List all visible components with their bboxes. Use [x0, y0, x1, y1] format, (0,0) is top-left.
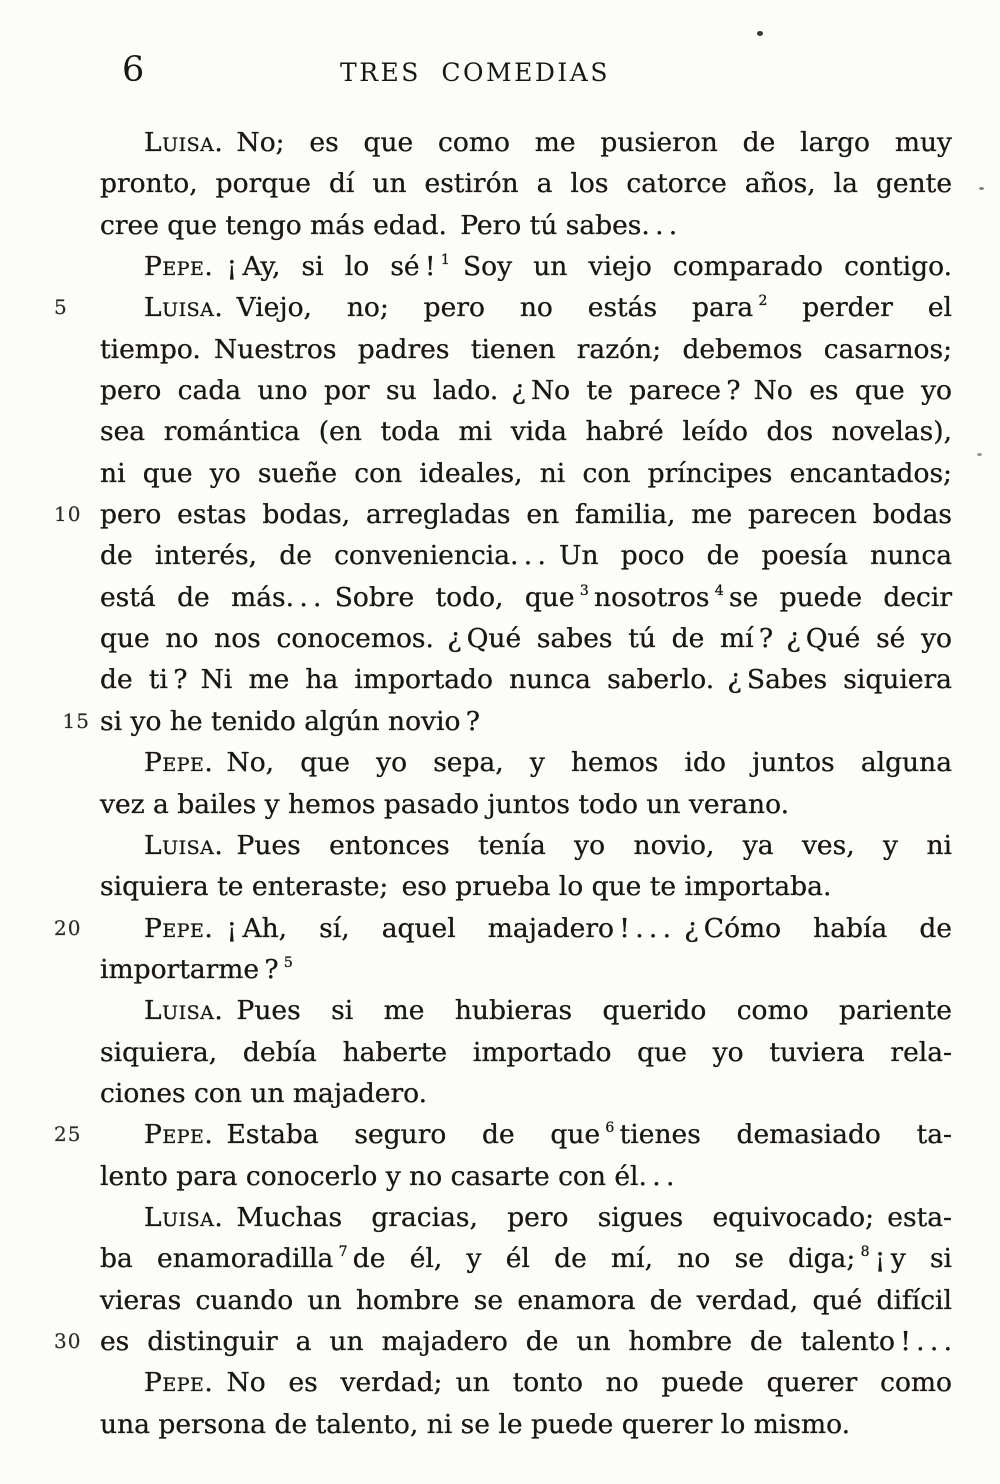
- text-run: se puede decir: [723, 581, 952, 613]
- text-line: [100, 1032, 952, 1073]
- ink-speck: [757, 31, 763, 36]
- text-line: [100, 329, 952, 370]
- text-run: una persona de talento, ni se le puede querer lo mismo.: [100, 1408, 850, 1440]
- text-run: de él, y él de mí, no se diga;: [347, 1243, 861, 1275]
- text-line: [100, 1073, 952, 1114]
- text-line: [100, 866, 952, 907]
- text-run: tienes demasiado ta-: [614, 1119, 952, 1151]
- text-line: [62, 701, 952, 742]
- text-line: [100, 122, 952, 163]
- text-run: perder el: [767, 292, 952, 324]
- text-line: [100, 411, 952, 452]
- text-run: Soy un viejo comparado contigo.: [449, 251, 952, 283]
- text-line: [54, 1321, 952, 1362]
- speaker-name: Pepe.: [144, 251, 214, 283]
- text-line: [100, 1404, 952, 1445]
- text-run: nosotros: [588, 581, 715, 613]
- speaker-name: Pepe.: [144, 747, 214, 779]
- text-line: [54, 1114, 952, 1155]
- footnote-marker: 6: [605, 1120, 615, 1137]
- speaker-name: Luisa.: [144, 292, 224, 324]
- text-run: No; es que como me pusieron de largo muy: [223, 127, 952, 158]
- page-number: 6: [122, 50, 145, 90]
- text-run: ¡ y si: [869, 1243, 953, 1275]
- text-run: ciones con un majadero.: [100, 1077, 428, 1109]
- text-run: Muchas gracias, pero sigues equivocado; esta-: [223, 1201, 952, 1233]
- text-line: [54, 494, 952, 535]
- text-line: [100, 1197, 952, 1238]
- footnote-marker: 5: [283, 954, 293, 971]
- text-run: importarme ?: [100, 953, 284, 985]
- text-line: [100, 742, 952, 783]
- speaker-name: Luisa.: [144, 127, 224, 158]
- margin-line-number: 30: [54, 1328, 82, 1353]
- text-run: lento para conocerlo y no casarte con él. . .: [100, 1160, 675, 1192]
- text-line: [100, 370, 952, 411]
- text-run: Pues entonces tenía yo novio, ya ves, y ni: [223, 829, 952, 861]
- text-run: que no nos conocemos. ¿ Qué sabes tú de mí ? ¿ Qué sé yo: [100, 623, 952, 655]
- margin-line-number: 15: [62, 708, 90, 733]
- text-run: si yo he tenido algún novio ?: [100, 705, 480, 737]
- text-line: [100, 618, 952, 659]
- text-line: [100, 535, 952, 576]
- text-line: [100, 163, 952, 204]
- text-run: es distinguir a un majadero de un hombre de talento ! . . .: [100, 1325, 952, 1357]
- text-run: siquiera te enteraste; eso prueba lo que te importaba.: [100, 871, 832, 903]
- margin-line-number: 10: [54, 502, 82, 527]
- speaker-name: Luisa.: [144, 829, 224, 861]
- text-line: [100, 659, 952, 700]
- text-line: [100, 949, 952, 990]
- text-run: está de más. . . Sobre todo, que: [100, 581, 580, 613]
- text-run: Viejo, no; pero no estás para: [223, 292, 759, 324]
- text-run: No, que yo sepa, y hemos ido juntos alguna: [213, 747, 952, 779]
- text-run: pero cada uno por su lado. ¿ No te parece ? No es que yo: [100, 375, 952, 407]
- text-run: pero estas bodas, arregladas en familia, me parecen bodas: [100, 499, 952, 531]
- footnote-marker: 7: [338, 1244, 348, 1261]
- text-run: ni que yo sueñe con ideales, ni con príncipes encantados;: [100, 457, 952, 489]
- text-run: ¡ Ah, sí, aquel majadero ! . . . ¿ Cómo había de: [213, 912, 952, 944]
- text-line: [100, 990, 952, 1031]
- text-run: de ti ? Ni me ha importado nunca saberlo. ¿ Sabes siquiera: [100, 664, 952, 696]
- speaker-name: Luisa.: [144, 995, 224, 1027]
- footnote-marker: 8: [860, 1244, 870, 1261]
- text-run: siquiera, debía haberte importado que yo tuviera rela-: [100, 1036, 952, 1068]
- speaker-name: Pepe.: [144, 1367, 214, 1399]
- ink-speck: [979, 187, 984, 190]
- footnote-marker: 2: [758, 293, 768, 310]
- text-run: Pues si me hubieras querido como pariente: [223, 995, 952, 1027]
- footnote-marker: 3: [579, 582, 589, 599]
- text-line: [100, 1362, 952, 1403]
- footnote-marker: 4: [714, 582, 724, 599]
- text-line: [54, 908, 952, 949]
- text-line: [100, 1156, 952, 1197]
- text-run: ba enamoradilla: [100, 1243, 339, 1275]
- text-run: de interés, de conveniencia. . . Un poco de poesía nunca: [100, 540, 952, 572]
- text-line: [100, 453, 952, 494]
- text-run: tiempo. Nuestros padres tienen razón; debemos casarnos;: [100, 333, 952, 365]
- text-line: [54, 287, 952, 328]
- speaker-name: Luisa.: [144, 1201, 224, 1233]
- text-line: [100, 784, 952, 825]
- ink-speck: [977, 453, 982, 456]
- text-run: cree que tengo más edad. Pero tú sabes. . .: [100, 209, 678, 241]
- speaker-name: Pepe.: [144, 912, 214, 944]
- text-line: [100, 577, 952, 618]
- margin-line-number: 25: [54, 1122, 82, 1147]
- text-run: sea romántica (en toda mi vida habré leído dos novelas),: [100, 416, 952, 448]
- margin-line-number: 20: [54, 915, 82, 940]
- text-line: [100, 1280, 952, 1321]
- text-run: ¡ Ay, si lo sé !: [213, 251, 441, 283]
- text-block: [54, 122, 953, 1445]
- text-line: [100, 1238, 952, 1279]
- text-run: No es verdad; un tonto no puede querer como: [213, 1367, 952, 1399]
- page-header: [0, 50, 1000, 96]
- text-line: [100, 825, 952, 866]
- running-title: TRES COMEDIAS: [340, 58, 610, 87]
- text-run: vieras cuando un hombre se enamora de verdad, qué difícil: [100, 1284, 952, 1316]
- text-run: Estaba seguro de que: [213, 1119, 606, 1151]
- text-run: vez a bailes y hemos pasado juntos todo un verano.: [100, 788, 790, 820]
- speaker-name: Pepe.: [144, 1119, 214, 1151]
- text-line: [100, 205, 952, 246]
- text-line: [100, 246, 952, 287]
- margin-line-number: 5: [54, 295, 68, 320]
- footnote-marker: 1: [440, 252, 450, 269]
- text-run: pronto, porque dí un estirón a los catorce años, la gente: [100, 168, 952, 200]
